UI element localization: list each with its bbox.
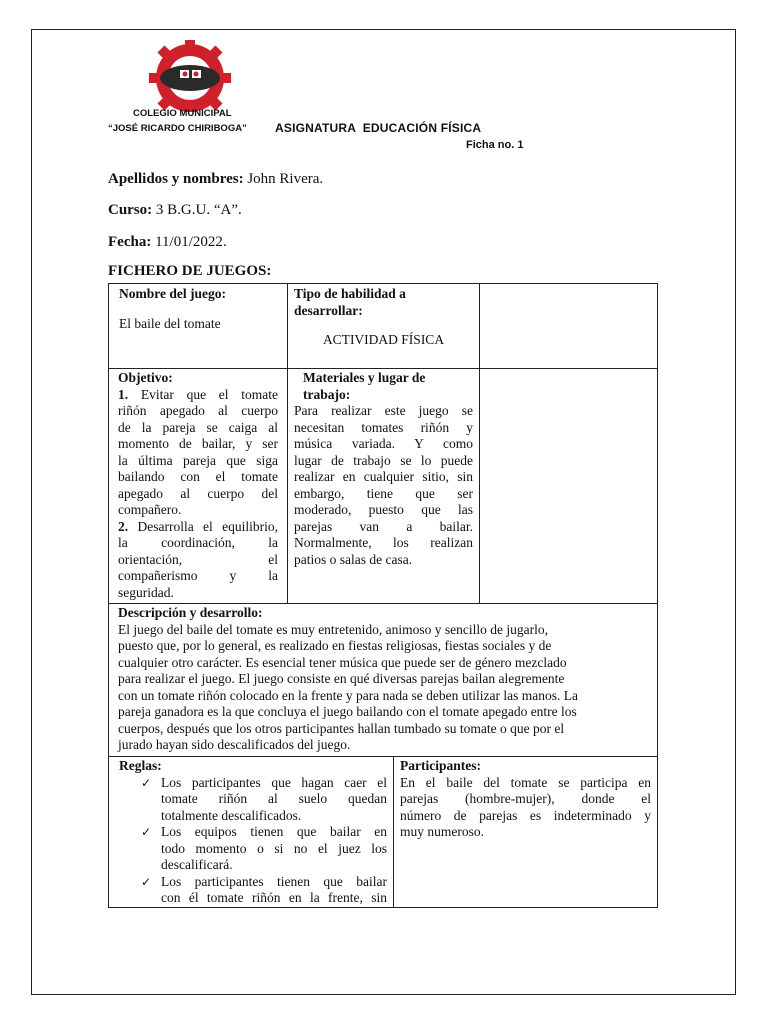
objective-label: Objetivo: [118,370,173,385]
skill-value: ACTIVIDAD FÍSICA [322,332,445,347]
student-name-row [108,171,323,188]
participants-label: Participantes: [400,758,481,773]
game-name-cell [108,283,288,369]
rules-label: Reglas: [119,758,162,773]
school-name-line2: “JOSÉ RICARDO CHIRIBOGA” [108,123,247,134]
skill-label-line1: Tipo de habilidad a [294,286,406,301]
objective-1: 1. Evitar que el tomate riñón apegado al cuerpo de la pareja se caiga al momento de bailar, y ser la última pareja que siga bailando con el tomate apegado al cuerpo del compañero. [118,386,278,517]
empty-cell-row2 [479,368,658,604]
description-text: El juego del baile del tomate es muy entretenido, animoso y sencillo de jugarlo, puesto que, por lo general, es realizado en fiestas religiosas, fiestas sociales y de cualquier otro carácter. Es esencial tener música que puede ser de género mezclado para realizar el juego. El juego consiste en qué diversas parejas bailan alegremente con un tomate riñón colocado en la frente y para nada se deben utilizar las manos. La pareja ganadora es la que concluya el juego bailando con el tomate apegado entre los cuerpos, después que los otros participantes hallan tumbado su tomate o que por el jurado hayan sido descalificados del juego. [118,621,578,752]
ficha-number: Ficha no. 1 [466,139,524,151]
materials-cell [287,368,480,604]
course-label: Curso: [108,202,153,218]
checkmark-icon: ✓ [141,825,152,839]
rule-item: ✓ Los participantes tienen que bailar con él tomate riñón en la frente, sin [141,873,387,905]
skill-cell [287,283,480,369]
date-label: Fecha: [108,234,152,250]
materials-label-line1: Materiales y lugar de [303,370,426,385]
course-value: 3 B.G.U. “A”. [152,202,242,218]
checkmark-icon: ✓ [141,775,152,790]
date-row [108,234,227,251]
school-name-line1: COLEGIO MUNICIPAL [133,108,232,119]
course-row [108,202,242,219]
date-value: 11/01/2022. [151,234,227,250]
description-cell [108,603,658,757]
rules-cell [108,756,394,908]
participants-cell [393,756,658,908]
description-label: Descripción y desarrollo: [118,605,263,620]
checkmark-icon: ✓ [141,874,152,889]
rule-item: ✓ Los participantes que hagan caer el tomate riñón al suelo quedan totalmente descalificados. [141,774,387,823]
name-label: Apellidos y nombres: [108,171,244,187]
section-title: FICHERO DE JUEGOS: [108,263,272,279]
objective-cell [108,368,288,604]
rules-list [119,775,387,907]
objective-2: 2. Desarrolla el equilibrio, la coordinación, la orientación, el compañerismo y la seguridad. [118,518,278,600]
rule-item: ✓ Los equipos tienen que bailar en todo momento o si no el juez los descalificará. [141,824,387,872]
school-gear-emblem-icon [120,40,265,112]
game-name-value: El baile del tomate [119,315,221,331]
skill-label-line2: desarrollar: [294,302,363,318]
subject-title: ASIGNATURA EDUCACIÓN FÍSICA [275,121,482,135]
materials-label-line2: trabajo: [303,386,351,402]
game-name-label: Nombre del juego: [119,286,226,301]
empty-cell-row1 [479,283,658,369]
name-value: John Rivera. [243,171,324,187]
participants-text: En el baile del tomate se participa en parejas (hombre-mujer), donde el número de parejas es indeterminado y muy numeroso. [400,774,651,839]
materials-text: Para realizar este juego se necesitan tomates riñón y música variada. Y como lugar de trabajo se lo puede realizar en cualquier sitio, sin embargo, tiene que ser moderado, puesto que las parejas van a bailar. Normalmente, los realizan patios o salas de casa. [294,403,473,567]
